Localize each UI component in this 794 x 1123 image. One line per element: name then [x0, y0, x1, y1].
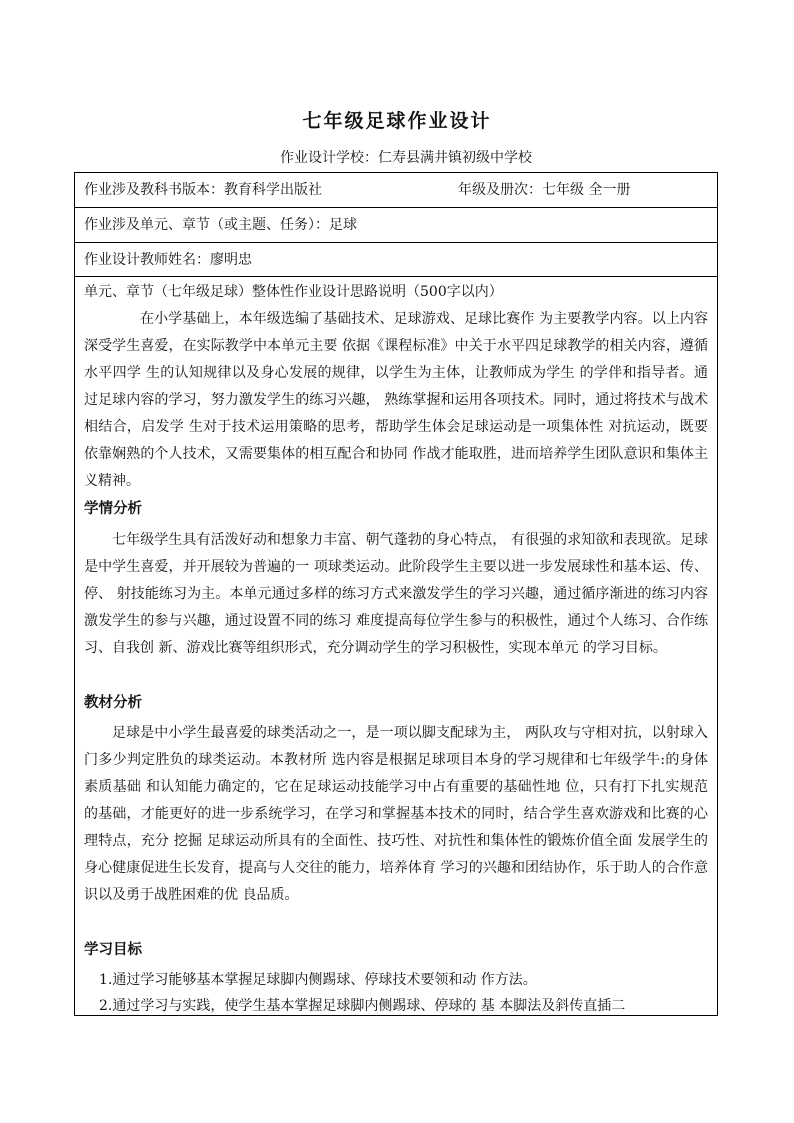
goal-item-2: 2.通过学习与实践，使学生基本掌握足球脚内侧踢球、停球的 基 本脚法及斜传直插二 — [99, 998, 626, 1014]
unit-field: 作业涉及单元、章节（或主题、任务）：足球 — [84, 217, 357, 233]
design-table — [74, 172, 718, 1016]
teacher-row — [75, 243, 717, 277]
design-heading: 单元、章节（七年级足球）整体性作业设计思路说明（500字以内） — [84, 284, 503, 300]
unit-row — [75, 208, 717, 243]
textbook-field: 作业涉及教科书版本：教育科学出版社 — [84, 182, 322, 198]
teacher-field: 作业设计教师姓名：廖明忠 — [84, 252, 252, 268]
school-line: 作业设计学校：仁寿县满井镇初级中学校 — [280, 150, 532, 166]
document-title: 七年级足球作业设计 — [302, 110, 492, 132]
design-body-cell — [75, 277, 717, 1015]
textbook-row — [75, 173, 717, 208]
jiaocai-paragraph: 足球是中小学生最喜爱的球类活动之一，是一项以脚支配球为主， 两队攻与守相对抗，以射球入门多少判定胜负的球类运动。本教材所 选内容是根据足球项目本身的学习规律和七年级学牛:的身体素质基础 和认知能力确定的，它在足球运动技能学习中占有重要的基础性地 位，只有打下扎实规范的基础，才能更好的进一步系统学习，在学习和掌握基本技术的同时，结合学生喜欢游戏和比赛的心理特点，充分 挖掘 足球运动所具有的全面性、技巧性、对抗性和集体性的锻炼价值全面 发展学生的身心健康促进生长发育，提高与人交往的能力，培养体育 学习的兴趣和团结协作，乐于助人的合作意识以及勇于战胜困难的优 良品质。 — [84, 725, 708, 903]
goal-item-1: 1.通过学习能够基本掌握足球脚内侧踢球、停球技术要领和动 作方法。 — [99, 972, 537, 988]
xueqing-heading: 学情分析 — [84, 500, 142, 517]
goals-heading: 学习目标 — [84, 941, 142, 958]
xueqing-paragraph: 七年级学生具有活泼好动和想象力丰富、朝气蓬勃的身心特点， 有很强的求知欲和表现欲。足球是中学生喜爱，并开展较为普遍的一 项球类运动。此阶段学生主要以进一步发展球性和基本运、传、停、 射技能练习为主。本单元通过多样的练习方式来激发学生的学习兴趣，通过循序渐进的练习内容激发学生的参与兴趣，通过设置不同的练习 难度提高每位学生参与的积极性，通过个人练习、合作练习、自我创 新、游戏比赛等组织形式，充分调动学生的学习积极性，实现本单元 的学习目标。 — [84, 532, 708, 656]
design-paragraph: 在小学基础上，本年级选编了基础技术、足球游戏、足球比赛作 为主要教学内容。以上内容深受学生喜爱，在实际教学中本单元主要 依据《课程标准》中关于水平四足球教学的相关内容，遵循水平四学 生的认知规律以及身心发展的规律，以学生为主体，让教师成为学生 的学伴和指导者。通过足球内容的学习，努力激发学生的练习兴趣， 熟练掌握和运用各项技术。同时，通过将技术与战术相结合，启发学 生对于技术运用策略的思考，帮助学生体会足球运动是一项集体性 对抗运动，既要依靠娴熟的个人技术，又需要集体的相互配合和协同 作战才能取胜，进而培养学生团队意识和集体主义精神。 — [84, 311, 708, 489]
jiaocai-heading: 教材分析 — [84, 694, 142, 711]
grade-field: 年级及册次：七年级 全一册 — [458, 182, 631, 198]
